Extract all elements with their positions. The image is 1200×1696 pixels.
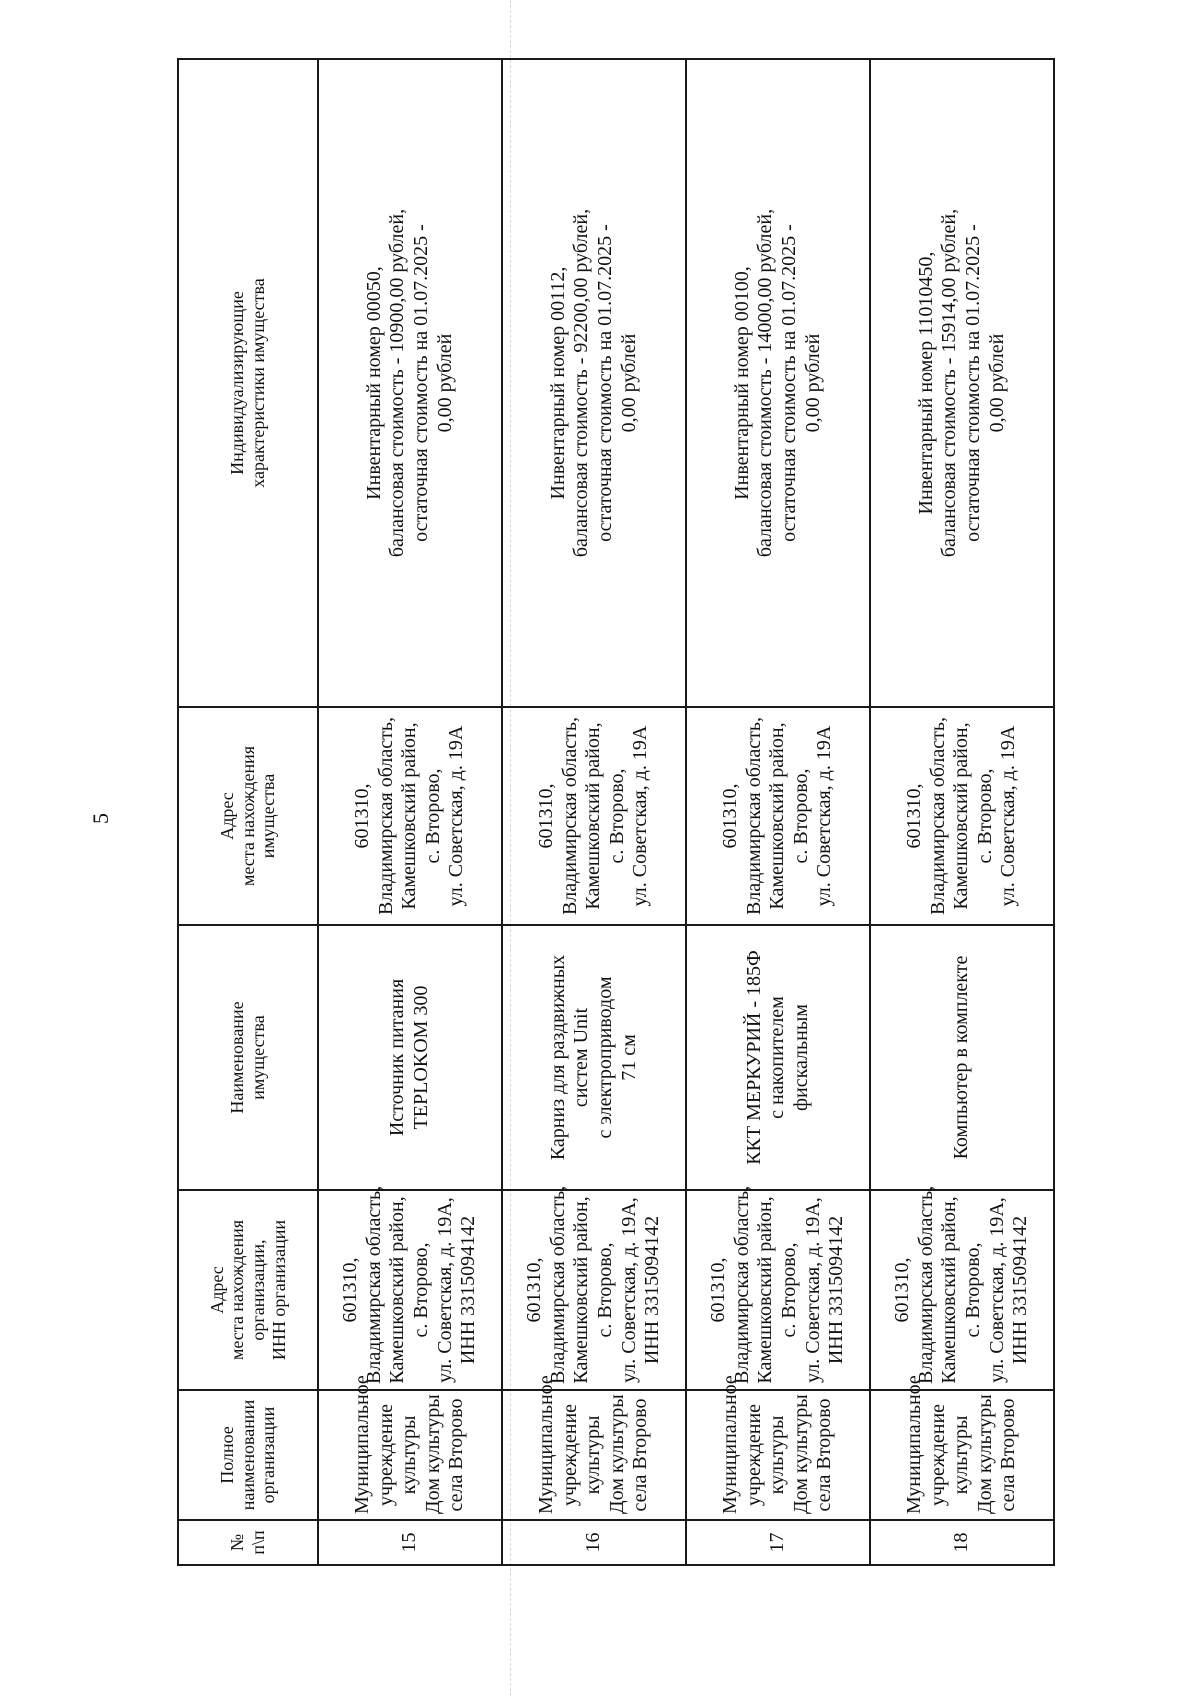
- page-number: 5: [88, 813, 113, 824]
- cell-property-address: 601310, Владимирская область, Камешковский район, с. Второво, ул. Советская, д. 19А: [686, 707, 870, 925]
- cell-property-name: Карниз для раздвижных систем Unit с электроприводом 71 см: [502, 925, 686, 1190]
- cell-no: 15: [318, 1520, 502, 1565]
- cell-no: 18: [870, 1520, 1054, 1565]
- header-org-address: Адрес места нахождения организации, ИНН организации: [178, 1190, 318, 1390]
- table-row: [870, 59, 1054, 1565]
- cell-org-address: 601310, Владимирская область, Камешковский район, с. Второво, ул. Советская, д. 19А, ИНН 3315094142: [870, 1190, 1054, 1390]
- cell-org: Муниципальное учреждение культуры Дом культуры села Второво: [686, 1390, 870, 1520]
- header-org: Полное наименовании организации: [178, 1390, 318, 1520]
- cell-property-name: ККТ МЕРКУРИЙ - 185Ф с накопителем фискальным: [686, 925, 870, 1190]
- table-row: [318, 59, 502, 1565]
- rotated-table-container: [177, 58, 1055, 1566]
- table-header-row: [178, 59, 318, 1565]
- cell-org-address: 601310, Владимирская область, Камешковский район, с. Второво, ул. Советская, д. 19А, ИНН 3315094142: [686, 1190, 870, 1390]
- cell-characteristics: Инвентарный номер 00112, балансовая стоимость - 92200,00 рублей, остаточная стоимость на 01.07.2025 - 0,00 рублей: [502, 59, 686, 707]
- cell-no: 17: [686, 1520, 870, 1565]
- header-characteristics: Индивидуализирующие характеристики имущества: [178, 59, 318, 707]
- cell-no: 16: [502, 1520, 686, 1565]
- cell-property-address: 601310, Владимирская область, Камешковский район, с. Второво, ул. Советская, д. 19А: [870, 707, 1054, 925]
- cell-org: Муниципальное учреждение культуры Дом культуры села Второво: [318, 1390, 502, 1520]
- header-no: № п\п: [178, 1520, 318, 1565]
- cell-property-name: Источник питания TEPLOKOM 300: [318, 925, 502, 1190]
- cell-org: Муниципальное учреждение культуры Дом культуры села Второво: [502, 1390, 686, 1520]
- cell-characteristics: Инвентарный номер 11010450, балансовая стоимость - 15914,00 рублей, остаточная стоимость на 01.07.2025 - 0,00 рублей: [870, 59, 1054, 707]
- cell-property-address: 601310, Владимирская область, Камешковский район, с. Второво, ул. Советская, д. 19А: [318, 707, 502, 925]
- cell-property-name: Компьютер в комплекте: [870, 925, 1054, 1190]
- cell-org: Муниципальное учреждение культуры Дом культуры села Второво: [870, 1390, 1054, 1520]
- cell-org-address: 601310, Владимирская область, Камешковский район, с. Второво, ул. Советская, д. 19А, ИНН 3315094142: [318, 1190, 502, 1390]
- header-property-address: Адрес места нахождения имущества: [178, 707, 318, 925]
- table-row: [686, 59, 870, 1565]
- cell-property-address: 601310, Владимирская область, Камешковский район, с. Второво, ул. Советская, д. 19А: [502, 707, 686, 925]
- property-table: [177, 58, 1055, 1566]
- cell-characteristics: Инвентарный номер 00050, балансовая стоимость - 10900,00 рублей, остаточная стоимость на 01.07.2025 - 0,00 рублей: [318, 59, 502, 707]
- cell-org-address: 601310, Владимирская область, Камешковский район, с. Второво, ул. Советская, д. 19А, ИНН 3315094142: [502, 1190, 686, 1390]
- header-property-name: Наименование имущества: [178, 925, 318, 1190]
- table-row: [502, 59, 686, 1565]
- cell-characteristics: Инвентарный номер 00100, балансовая стоимость - 14000,00 рублей, остаточная стоимость на 01.07.2025 - 0,00 рублей: [686, 59, 870, 707]
